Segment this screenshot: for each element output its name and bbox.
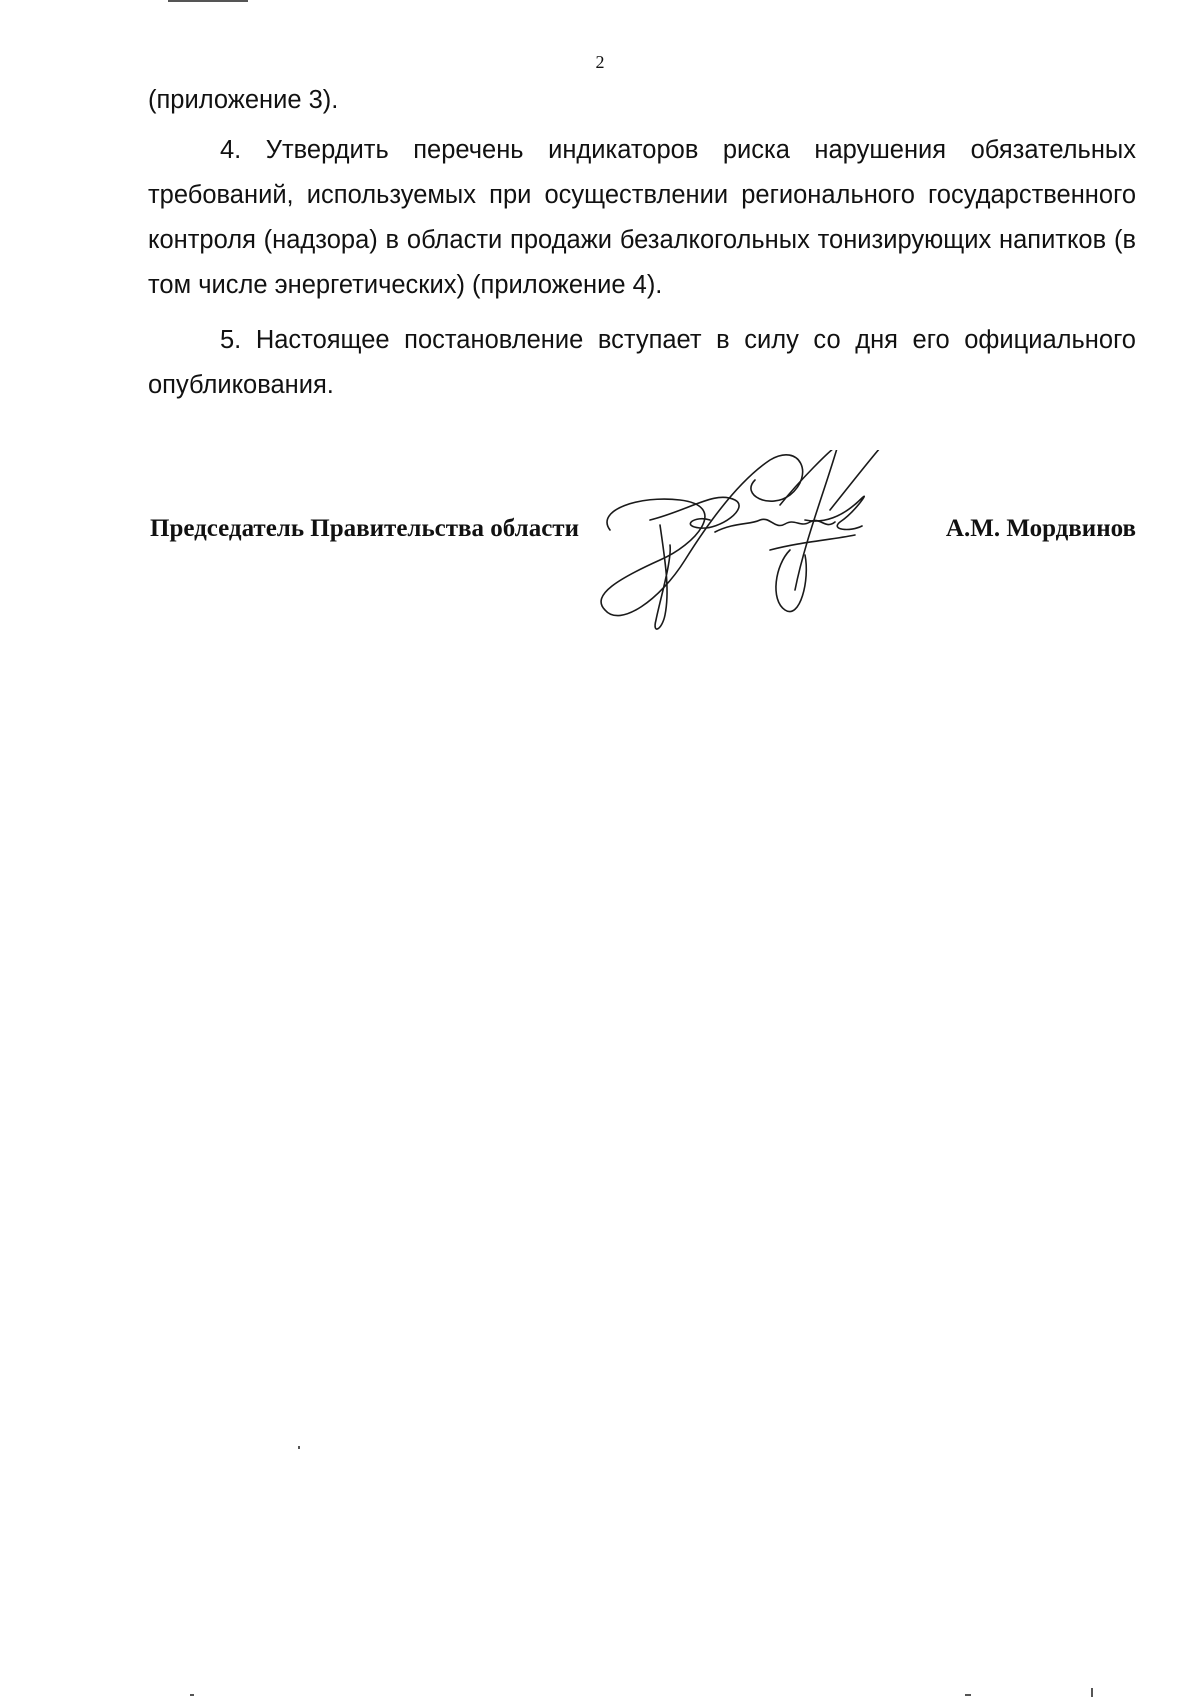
scan-speck <box>1091 1688 1093 1697</box>
scan-speck <box>168 0 248 2</box>
paragraph-item-4: 4. Утвердить перечень индикаторов риска нарушения обязательных требований, используемых при осуществлении регионального государственного контроля (надзора) в области продажи безалкогольных тонизирующих напитков (в том числе энергетических) (приложение 4). <box>148 136 1136 299</box>
paragraph-item-5: 5. Настоящее постановление вступает в силу со дня его официального опубликования. <box>148 326 1136 399</box>
page-number: 2 <box>595 52 605 72</box>
scan-speck <box>190 1694 194 1696</box>
scan-speck <box>965 1694 971 1696</box>
scan-speck <box>298 1446 300 1449</box>
signatory-name: А.М. Мордвинов <box>945 515 1136 542</box>
signatory-title: Председатель Правительства области <box>150 515 579 542</box>
handwritten-signature-icon <box>600 450 960 660</box>
paragraph-continuation: (приложение 3). <box>148 86 339 114</box>
